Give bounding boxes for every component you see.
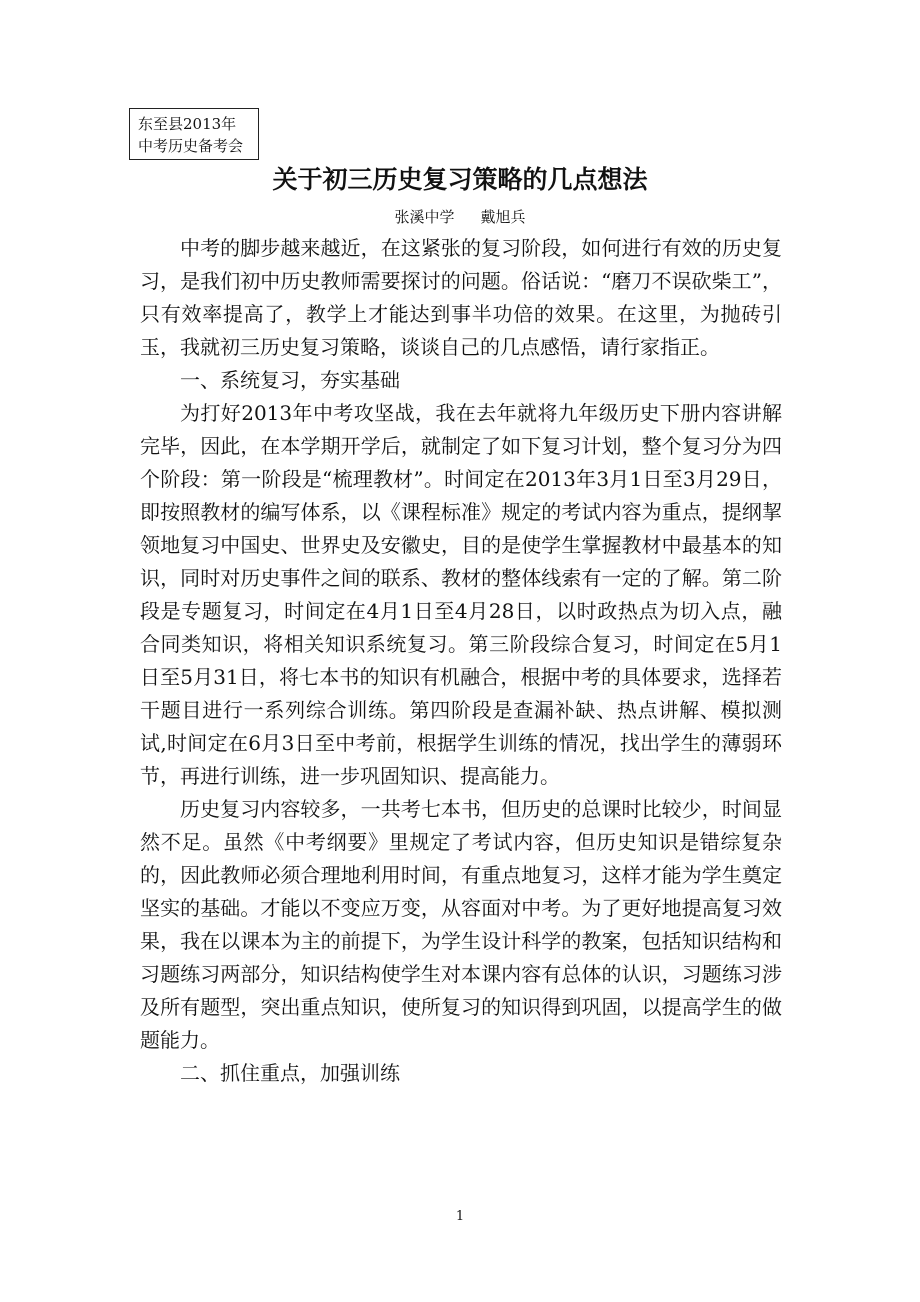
document-body	[140, 232, 782, 1090]
section-heading-2: 二、抓住重点，加强训练	[180, 1061, 400, 1085]
paragraph-intro: 中考的脚步越来越近，在这紧张的复习阶段，如何进行有效的历史复习，是我们初中历史教师需要探讨的问题。俗话说：“磨刀不误砍柴工”，只有效率提高了，教学上才能达到事半功倍的效果。在这里，为抛砖引玉，我就初三历史复习策略，谈谈自己的几点感悟，请行家指正。	[140, 236, 782, 359]
page-number: 1	[455, 1209, 465, 1224]
meeting-label-line-1: 东至县2013年	[138, 115, 237, 133]
author-line	[0, 206, 920, 228]
meeting-label-line-2: 中考历史备考会	[138, 137, 244, 155]
section-heading-1: 一、系统复习，夯实基础	[180, 368, 400, 392]
meeting-label-box	[129, 108, 259, 160]
author-name: 戴旭兵	[480, 208, 526, 226]
author-school: 张溪中学	[394, 208, 455, 226]
paragraph-time-management: 历史复习内容较多，一共考七本书，但历史的总课时比较少，时间显然不足。虽然《中考纲要》里规定了考试内容，但历史知识是错综复杂的，因此教师必须合理地利用时间，有重点地复习，这样才能为学生奠定坚实的基础。才能以不变应万变，从容面对中考。为了更好地提高复习效果，我在以课本为主的前提下，为学生设计科学的教案，包括知识结构和习题练习两部分，知识结构使学生对本课内容有总体的认识，习题练习涉及所有题型，突出重点知识，使所复习的知识得到巩固，以提高学生的做题能力。	[140, 797, 782, 1052]
document-title: 关于初三历史复习策略的几点想法	[272, 165, 648, 194]
paragraph-review-plan: 为打好2013年中考攻坚战，我在去年就将九年级历史下册内容讲解完毕，因此，在本学期开学后，就制定了如下复习计划，整个复习分为四个阶段：第一阶段是“梳理教材”。时间定在2013年3月1日至3月29日，即按照教材的编写体系，以《课程标准》规定的考试内容为重点，提纲挈领地复习中国史、世界史及安徽史，目的是使学生掌握教材中最基本的知识，同时对历史事件之间的联系、教材的整体线索有一定的了解。第二阶段是专题复习，时间定在4月1日至4月28日，以时政热点为切入点，融合同类知识，将相关知识系统复习。第三阶段综合复习，时间定在5月1日至5月31日，将七本书的知识有机融合，根据中考的具体要求，选择若干题目进行一系列综合训练。第四阶段是查漏补缺、热点讲解、模拟测试,时间定在6月3日至中考前，根据学生训练的情况，找出学生的薄弱环节，再进行训练，进一步巩固知识、提高能力。	[140, 401, 782, 788]
